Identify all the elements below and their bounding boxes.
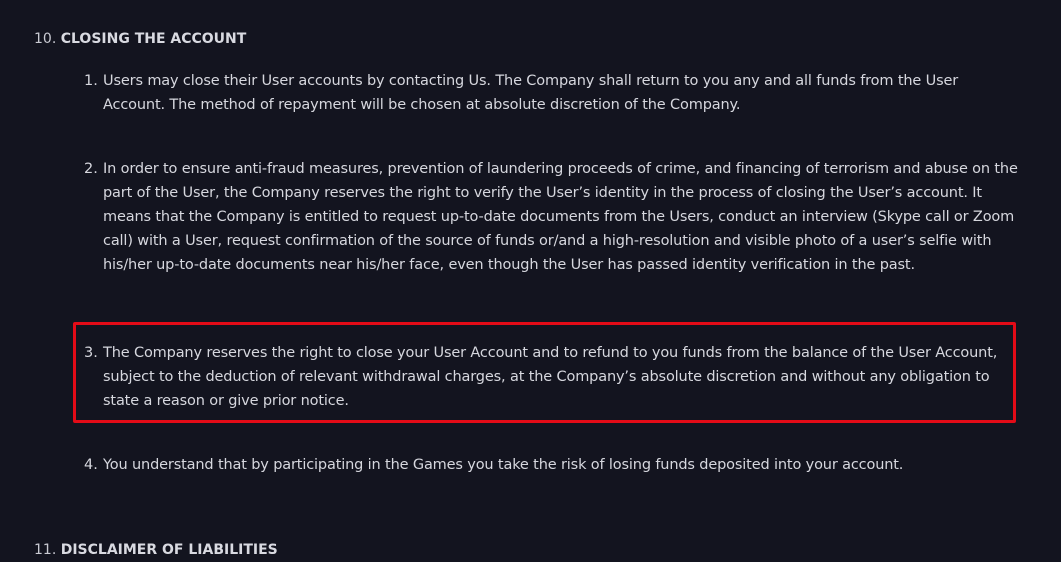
list-item-text: Users may close their User accounts by contacting Us. The Company shall return to you any and all funds from the User Account. The method of repayment will be chosen at absolute discretion of the Company. [103, 73, 959, 113]
list-item-2 [84, 157, 1019, 277]
section-number: 11. [34, 542, 57, 558]
list-item-number: 1. [84, 73, 98, 89]
list-item-number: 4. [84, 457, 98, 473]
list-item-4 [84, 453, 1019, 477]
section-heading-disclaimer [34, 540, 278, 560]
list-item-1 [84, 69, 1019, 117]
section-title: DISCLAIMER OF LIABILITIES [60, 542, 278, 558]
section-number: 10. [34, 31, 57, 47]
list-item-text: In order to ensure anti-fraud measures, prevention of laundering proceeds of crime, and financing of terrorism and abuse on the part of the User, the Company reserves the right to verify the User’s identity in the process of closing the User’s account. It means that the Company is entitled to request up-to-date documents from the Users, conduct an interview (Skype call or Zoom call) with a User, request confirmation of the source of funds or/and a high-resolution and visible photo of a user’s selfie with his/her up-to-date documents near his/her face, even though the User has passed identity verification in the past. [103, 161, 1018, 273]
list-item-text: The Company reserves the right to close your User Account and to refund to you funds from the balance of the User Account, subject to the deduction of relevant withdrawal charges, at the Company’s absolute discretion and without any obligation to state a reason or give prior notice. [103, 345, 998, 409]
section-title: CLOSING THE ACCOUNT [60, 31, 247, 47]
list-item-number: 2. [84, 161, 98, 177]
list-item-number: 3. [84, 345, 98, 361]
section-heading-closing-account [34, 29, 246, 49]
list-item-text: You understand that by participating in the Games you take the risk of losing funds deposited into your account. [103, 457, 904, 473]
list-item-3 [84, 341, 1019, 413]
